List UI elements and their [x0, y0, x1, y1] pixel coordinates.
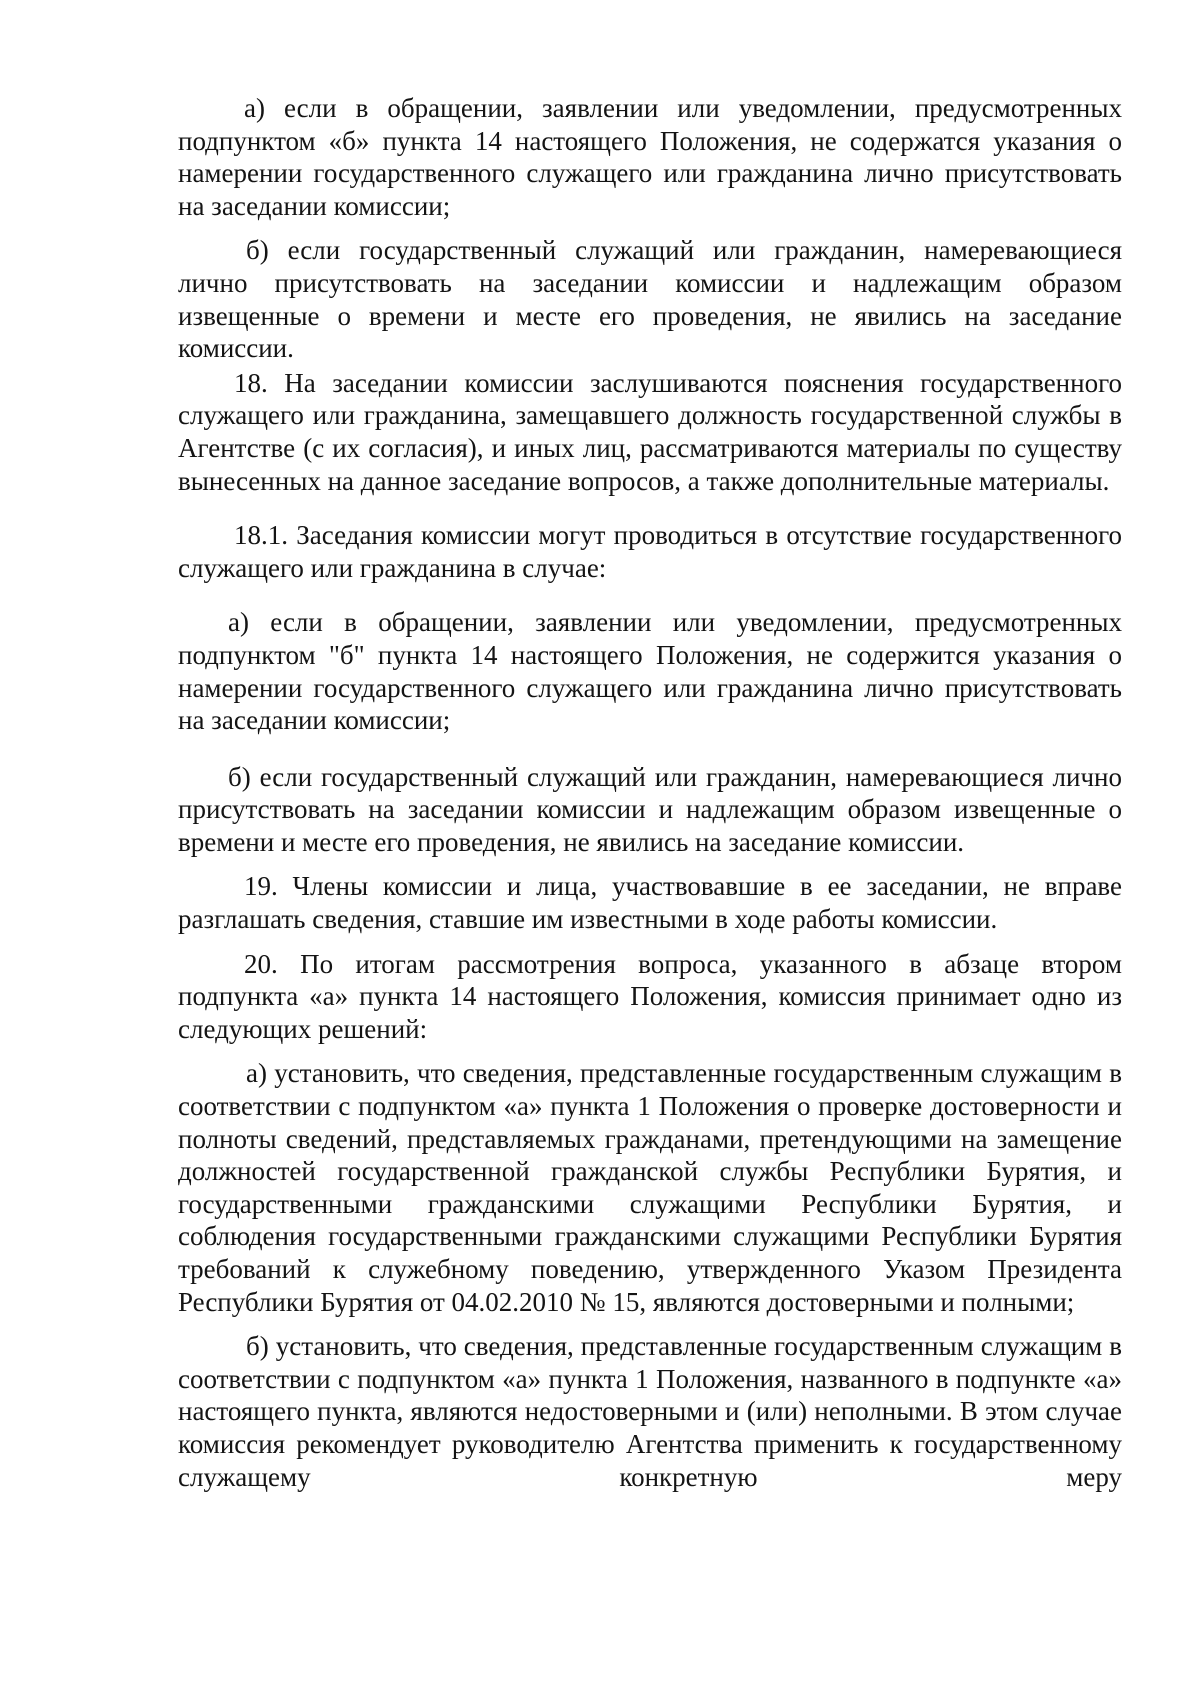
paragraph-18-1: 18.1. Заседания комиссии могут проводиться в отсутствие государственного служащего или гражданина в случае:: [178, 520, 1122, 583]
paragraph-18: 18. На заседании комиссии заслушиваются пояснения государственного служащего или гражданина, замещавшего должность государственной службы в Агентстве (с их согласия), и иных лиц, рассматриваются материалы по существу вынесенных на данное заседание вопросов, а также дополнительные материалы.: [178, 367, 1122, 496]
paragraph-17b: б) если государственный служащий или гражданин, намеревающиеся лично присутствовать на заседании комиссии и надлежащим образом извещенные о времени и месте его проведения, не явились на заседание комиссии.: [178, 235, 1122, 364]
paragraph-18-1a: а) если в обращении, заявлении или уведомлении, предусмотренных подпунктом "б" пункта 14 настоящего Положения, не содержится указания о намерении государственного служащего или гражданина лично присутствовать на заседании комиссии;: [178, 607, 1122, 736]
paragraph-18-1b: б) если государственный служащий или гражданин, намеревающиеся лично присутствовать на заседании комиссии и надлежащим образом извещенные о времени и месте его проведения, не явились на заседание комиссии.: [178, 761, 1122, 857]
paragraph-20b: б) установить, что сведения, представленные государственным служащим в соответствии с подпунктом «а» пункта 1 Положения, названного в подпункте «а» настоящего пункта, являются недостоверными и (или) неполными. В этом случае комиссия рекомендует руководителю Агентства применить к государственному служащему конкретную меру: [178, 1331, 1122, 1492]
paragraph-20a: а) установить, что сведения, представленные государственным служащим в соответствии с подпунктом «а» пункта 1 Положения о проверке достоверности и полноты сведений, представляемых гражданами, претендующими на замещение должностей государственной гражданской службы Республики Бурятия, и государственными гражданскими служащими Республики Бурятия, и соблюдения государственными гражданскими служащими Республики Бурятия требований к служебному поведению, утвержденного Указом Президента Республики Бурятия от 04.02.2010 № 15, являются достоверными и полными;: [178, 1058, 1122, 1317]
paragraph-17a: а) если в обращении, заявлении или уведомлении, предусмотренных подпунктом «б» пункта 14 настоящего Положения, не содержатся указания о намерении государственного служащего или гражданина лично присутствовать на заседании комиссии;: [178, 93, 1122, 221]
document-body: [178, 92, 1122, 1493]
paragraph-20: 20. По итогам рассмотрения вопроса, указанного в абзаце втором подпункта «а» пункта 14 настоящего Положения, комиссия принимает одно из следующих решений:: [178, 948, 1122, 1044]
paragraph-19: 19. Члены комиссии и лица, участвовавшие в ее заседании, не вправе разглашать сведения, ставшие им известными в ходе работы комиссии.: [178, 871, 1122, 935]
